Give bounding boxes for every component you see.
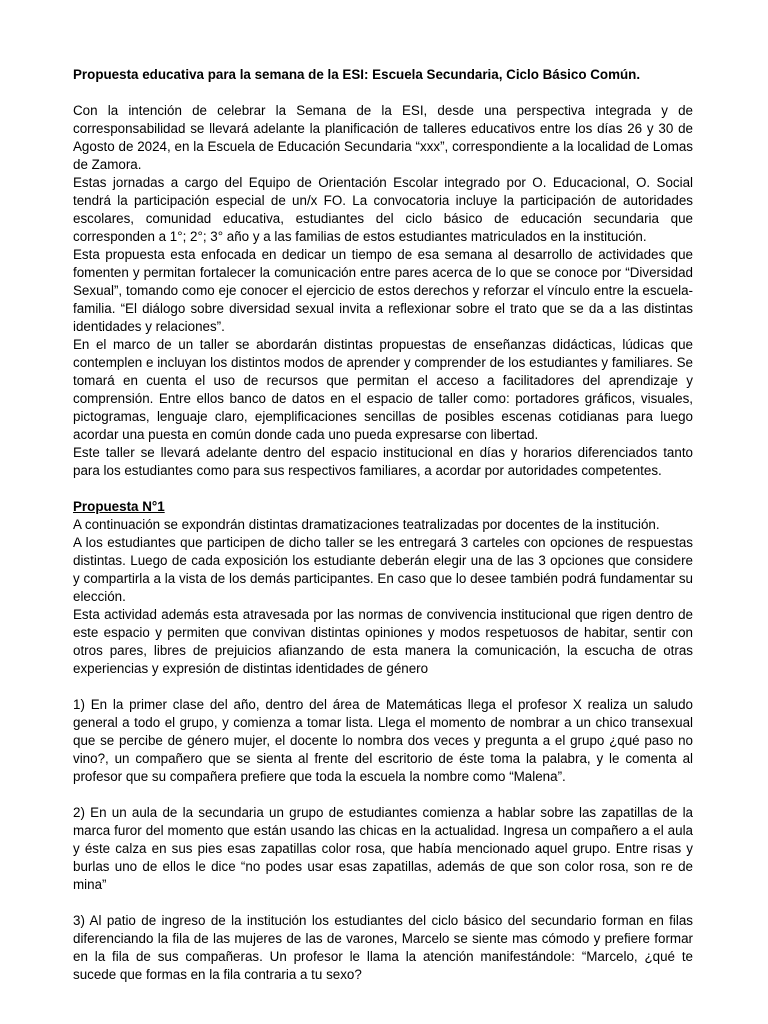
spacer [73, 894, 693, 912]
intro-paragraph-5: Este taller se llevará adelante dentro del espacio institucional en días y horarios diferenciados tanto para los estudiantes como para sus respectivos familiares, a acordar por autoridades competentes. [73, 445, 693, 478]
spacer [73, 678, 693, 696]
intro-paragraph-4: En el marco de un taller se abordarán distintas propuestas de enseñanzas didácticas, lúdicas que contemplen e incluyan los distintos modos de aprender y comprender de los estudiantes y familiares. Se tomará en cuenta el uso de recursos que permitan el acceso a facilitadores del aprendizaje y comprensión. Entre ellos banco de datos en el espacio de taller como: portadores gráficos, visuales, pictogramas, lenguaje claro, ejemplificaciones sencillas de posibles escenas cotidianas para luego acordar una puesta en común donde cada uno pueda expresarse con libertad. [73, 337, 693, 442]
intro-paragraph-2: Estas jornadas a cargo del Equipo de Orientación Escolar integrado por O. Educacional, O. Social tendrá la participación especial de un/x FO. La convocatoria incluye la participación de autoridades escolares, comunidad educativa, estudiantes del ciclo básico de educación secundaria que corresponden a 1°; 2°; 3° año y a las familias de estos estudiantes matriculados en la institución. [73, 175, 693, 244]
section-heading: Propuesta N°1 [73, 499, 165, 514]
scenario-3: 3) Al patio de ingreso de la institución los estudiantes del ciclo básico del secundario forman en filas diferenciando la fila de las mujeres de las de varones, Marcelo se siente mas cómodo y prefiere formar en la fila de sus compañeras. Un profesor le llama la atención manifestándole: “Marcelo, ¿qué te sucede que formas en la fila contraria a tu sexo? [73, 913, 693, 982]
intro-paragraph-1: Con la intención de celebrar la Semana de la ESI, desde una perspectiva integrada y de corresponsabilidad se llevará adelante la planificación de talleres educativos entre los días 26 y 30 de Agosto de 2024, en la Escuela de Educación Secundaria “xxx”, correspondiente a la localidad de Lomas de Zamora. [73, 103, 693, 172]
intro-paragraph-3: Esta propuesta esta enfocada en dedicar un tiempo de esa semana al desarrollo de actividades que fomenten y permitan fortalecer la comunicación entre pares acerca de lo que se conoce por “Diversidad Sexual”, tomando como eje conocer el ejercicio de estos derechos y reforzar el vínculo entre la escuela-familia. “El diálogo sobre diversidad sexual invita a reflexionar sobre el trato que se da a las distintas identidades y relaciones”. [73, 247, 693, 334]
scenario-2: 2) En un aula de la secundaria un grupo de estudiantes comienza a hablar sobre las zapatillas de la marca furor del momento que están usando las chicas en la actualidad. Ingresa un compañero a el aula y éste calza en sus pies esas zapatillas color rosa, que había mencionado aquel grupo. Entre risas y burlas uno de ellos le dice “no podes usar esas zapatillas, además de que son color rosa, son re de mina” [73, 805, 693, 892]
document-title: Propuesta educativa para la semana de la ESI: Escuela Secundaria, Ciclo Básico Común. [73, 67, 641, 82]
section-paragraph-1: A continuación se expondrán distintas dramatizaciones teatralizadas por docentes de la institución. [73, 517, 660, 532]
section-paragraph-2: A los estudiantes que participen de dicho taller se les entregará 3 carteles con opciones de respuestas distintas. Luego de cada exposición los estudiante deberán elegir una de las 3 opciones que considere y compartirla a la vista de los demás participantes. En caso que lo desee también podrá fundamentar su elección. [73, 535, 693, 604]
document-page [73, 66, 693, 984]
spacer [73, 84, 693, 102]
spacer [73, 786, 693, 804]
section-paragraph-3: Esta actividad además esta atravesada por las normas de convivencia institucional que rigen dentro de este espacio y permiten que convivan distintas opiniones y modos respetuosos de habitar, sentir con otros pares, libres de prejuicios afianzando de esta manera la comunicación, la escucha de otras experiencias y expresión de distintas identidades de género [73, 607, 693, 676]
spacer [73, 480, 693, 498]
scenario-1: 1) En la primer clase del año, dentro del área de Matemáticas llega el profesor X realiza un saludo general a todo el grupo, y comienza a tomar lista. Llega el momento de nombrar a un chico transexual que se percibe de género mujer, el docente lo nombra dos veces y pregunta a el grupo ¿qué paso no vino?, un compañero que se sienta al frente del escritorio de éste toma la palabra, y le comenta al profesor que su compañera prefiere que toda la escuela la nombre como “Malena”. [73, 697, 693, 784]
